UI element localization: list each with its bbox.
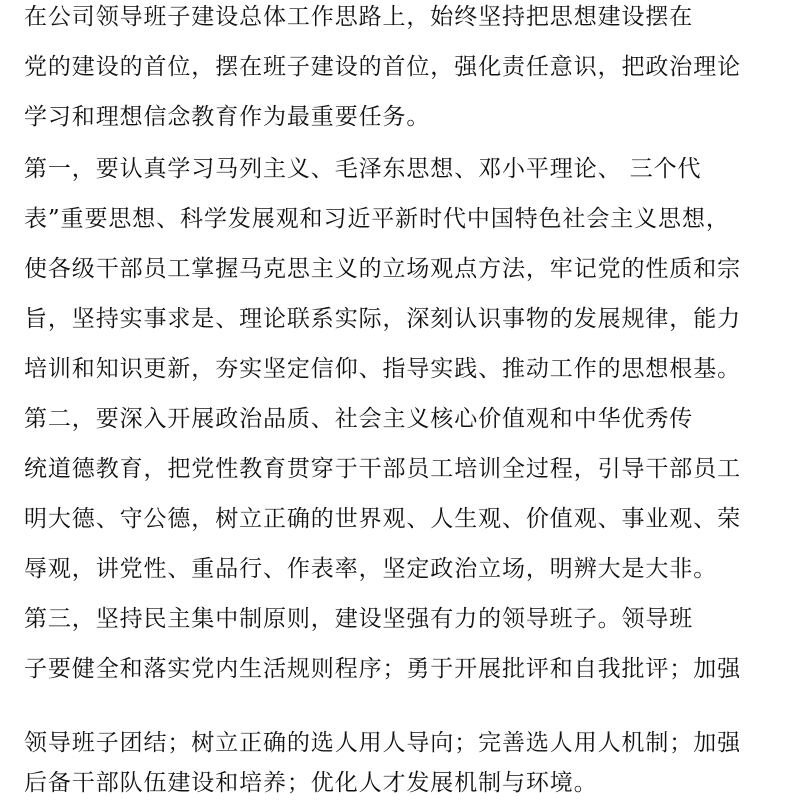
text-line-2: 党的建设的首位，摆在班子建设的首位，强化责任意识，把政治理论 [24,54,741,80]
text-line-8: 培训和知识更新，夯实坚定信仰、指导实践、推动工作的思想根基。 [24,356,741,382]
text-line-12: 辱观，讲党性、重品行、作表率，坚定政治立场，明辨大是大非。 [24,556,718,582]
text-line-5: 表”重要思想、科学发展观和习近平新时代中国特色社会主义思想， [24,206,730,232]
text-line-14: 子要健全和落实党内生活规则程序；勇于开展批评和自我批评；加强 [24,656,741,682]
text-line-13: 第三，坚持民主集中制原则，建设坚强有力的领导班子。领导班 [24,606,694,632]
text-line-6: 使各级干部员工掌握马克思主义的立场观点方法，牢记党的性质和宗 [24,256,741,282]
text-line-16: 后备干部队伍建设和培养；优化人才发展机制与环境。 [24,770,598,796]
text-line-3: 学习和理想信念教育作为最重要任务。 [24,104,431,130]
text-line-10: 统道德教育，把党性教育贯穿于干部员工培训全过程，引导干部员工 [24,456,741,482]
text-line-9: 第二，要深入开展政治品质、社会主义核心价值观和中华优秀传 [24,406,694,432]
text-line-15: 领导班子团结；树立正确的选人用人导向；完善选人用人机制；加强 [24,730,741,756]
text-line-4: 第一，要认真学习马列主义、毛泽东思想、邓小平理论、 三个代 [24,156,702,182]
text-line-1: 在公司领导班子建设总体工作思路上，始终坚持把思想建设摆在 [24,4,694,30]
text-line-11: 明大德、守公德，树立正确的世界观、人生观、价值观、事业观、荣 [24,506,741,532]
text-line-7: 旨，坚持实事求是、理论联系实际，深刻认识事物的发展规律，能力 [24,306,741,332]
